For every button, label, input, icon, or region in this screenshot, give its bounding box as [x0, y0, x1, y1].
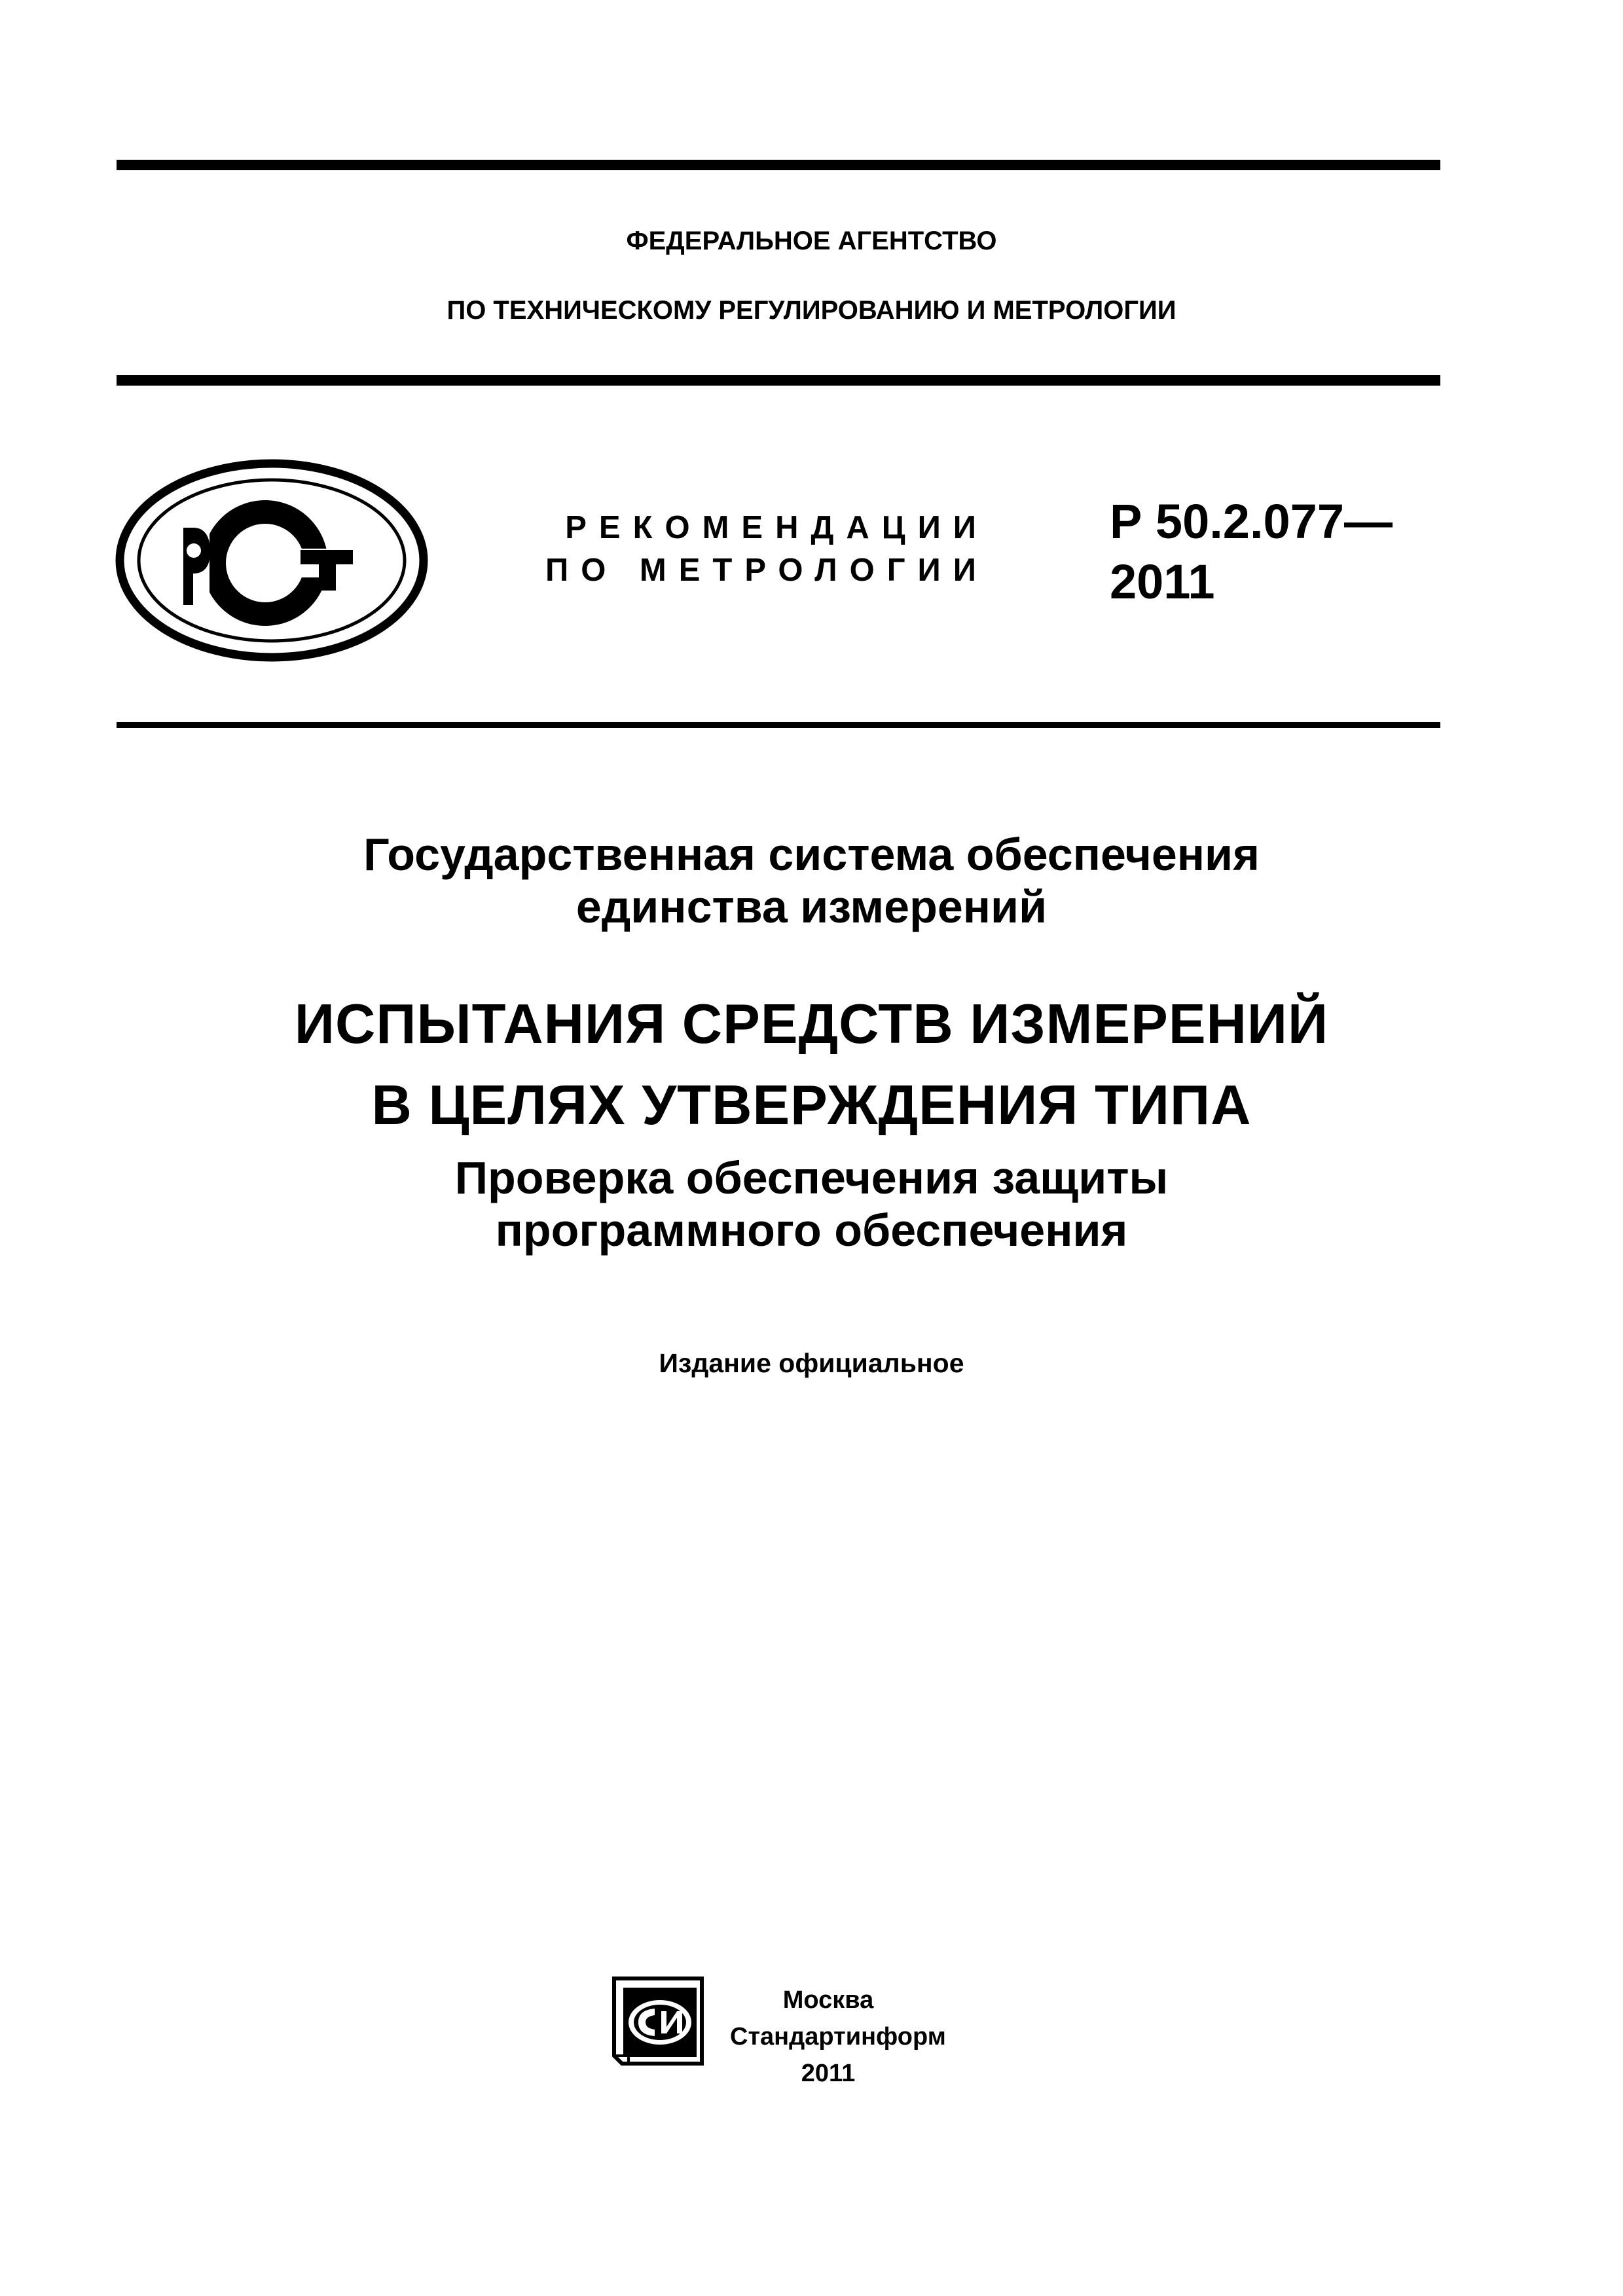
- subtitle-line2: программного обеспечения: [495, 1205, 1128, 1256]
- document-code-line1: Р 50.2.077—: [1110, 494, 1393, 549]
- agency-name-line1: ФЕДЕРАЛЬНОЕ АГЕНТСТВО: [626, 227, 997, 255]
- publisher-name: Стандартинформ: [730, 2023, 946, 2050]
- publisher-block: [730, 1982, 946, 2092]
- system-title: [0, 828, 1623, 933]
- header-rule: [117, 722, 1440, 728]
- main-title: [0, 984, 1623, 1146]
- subtitle-line1: Проверка обеспечения защиты: [454, 1152, 1169, 1203]
- edition-label: Издание официальное: [659, 1348, 964, 1378]
- top-rule: [117, 160, 1440, 170]
- publisher-city: Москва: [782, 1986, 874, 2014]
- system-title-line1: Государственная система обеспечения: [363, 829, 1260, 880]
- agency-rule: [117, 375, 1440, 386]
- publisher-year: 2011: [801, 2060, 856, 2087]
- recommendations-label-line2: ПО МЕТРОЛОГИИ: [545, 553, 989, 588]
- recommendations-label-line1: РЕКОМЕНДАЦИИ: [565, 510, 989, 545]
- agency-name-line2: ПО ТЕХНИЧЕСКОМУ РЕГУЛИРОВАНИЮ И МЕТРОЛОГИИ: [447, 296, 1176, 325]
- subtitle: [0, 1152, 1623, 1256]
- gost-r-logo-icon: [113, 457, 430, 665]
- standartinform-logo-icon: [609, 1972, 710, 2070]
- main-title-line1: ИСПЫТАНИЯ СРЕДСТВ ИЗМЕРЕНИЙ: [294, 993, 1329, 1055]
- document-code-line2: 2011: [1110, 555, 1215, 609]
- system-title-line2: единства измерений: [575, 881, 1048, 932]
- main-title-line2: В ЦЕЛЯХ УТВЕРЖДЕНИЯ ТИПА: [371, 1074, 1252, 1137]
